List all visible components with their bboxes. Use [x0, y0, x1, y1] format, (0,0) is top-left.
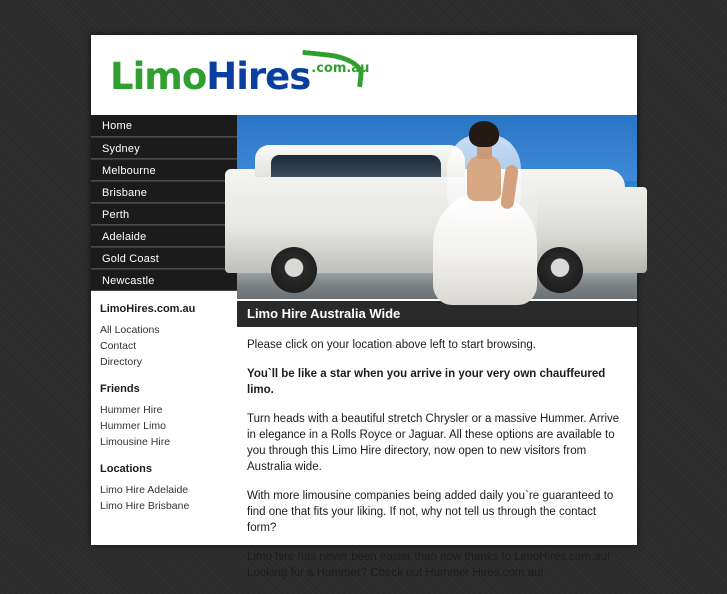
- sidebar-link-sections: [91, 291, 237, 514]
- article-paragraph-4: With more limousine companies being added daily you`re guaranteed to find one that fits your liking. If not, why not tell us through the contact form?: [247, 490, 614, 534]
- browser-page: [91, 35, 637, 579]
- nav-item-sydney[interactable]: Sydney: [91, 137, 237, 159]
- main-column: [237, 115, 637, 594]
- article-body: [237, 327, 637, 581]
- article-paragraph-2: You`ll be like a star when you arrive in your very own chauffeured limo.: [247, 368, 606, 396]
- nav-item-brisbane[interactable]: Brisbane: [91, 181, 237, 203]
- logo-text-tld: .com.au: [311, 61, 370, 76]
- sidebar-link-limousine-hire[interactable]: Limousine Hire: [100, 436, 171, 448]
- sidebar-heading-friends: Friends: [100, 383, 140, 395]
- nav-item-home[interactable]: Home: [91, 115, 237, 137]
- nav-item-melbourne[interactable]: Melbourne: [91, 159, 237, 181]
- bride-torso: [467, 155, 501, 201]
- logo-text-limo: Limo: [110, 55, 207, 98]
- sidebar-link-directory[interactable]: Directory: [100, 356, 143, 368]
- sidebar-group-locations: [100, 463, 237, 514]
- bride-figure: [423, 121, 551, 299]
- site-header: [91, 35, 637, 115]
- article-paragraph-3: Turn heads with a beautiful stretch Chrysler or a massive Hummer. Arrive in elegance in a Rolls Royce or Jaguar. All these options are available to you through this Limo Hire directory, now open to new visitors from Australia wide.: [247, 413, 620, 473]
- nav-item-gold-coast[interactable]: Gold Coast: [91, 247, 237, 269]
- sidebar-link-all-locations[interactable]: All Locations: [100, 324, 160, 336]
- nav-item-perth[interactable]: Perth: [91, 203, 237, 225]
- logo-swoosh-icon: [300, 50, 366, 87]
- bride-hair: [469, 121, 499, 147]
- sidebar-group-site: [100, 303, 237, 370]
- nav-item-newcastle[interactable]: Newcastle: [91, 269, 237, 291]
- logo-text-hires: Hires: [206, 55, 311, 98]
- main-navigation: [91, 115, 237, 291]
- sidebar-link-hummer-hire[interactable]: Hummer Hire: [100, 404, 163, 416]
- nav-item-adelaide[interactable]: Adelaide: [91, 225, 237, 247]
- hero-image: [237, 115, 637, 299]
- limo-window: [271, 155, 441, 177]
- article-paragraph-5: Limo hire has never been easier than now thanks to LimoHires.com.au! Looking for a Hummer? Check out Hummer Hires.com.au!: [247, 551, 611, 579]
- sidebar-link-hummer-limo[interactable]: Hummer Limo: [100, 420, 166, 432]
- sidebar-heading-site: LimoHires.com.au: [100, 303, 196, 315]
- sidebar-link-limo-hire-brisbane[interactable]: Limo Hire Brisbane: [100, 500, 190, 512]
- left-column: [91, 115, 237, 527]
- sidebar-link-contact[interactable]: Contact: [100, 340, 137, 352]
- article-paragraph-1: Please click on your location above left to start browsing.: [247, 339, 536, 351]
- limo-wheel-front: [271, 247, 317, 293]
- page-body: [91, 115, 637, 579]
- page-title: Limo Hire Australia Wide: [237, 299, 637, 327]
- sidebar-heading-locations: Locations: [100, 463, 152, 475]
- sidebar-link-limo-hire-adelaide[interactable]: Limo Hire Adelaide: [100, 484, 189, 496]
- sidebar-group-friends: [100, 383, 237, 450]
